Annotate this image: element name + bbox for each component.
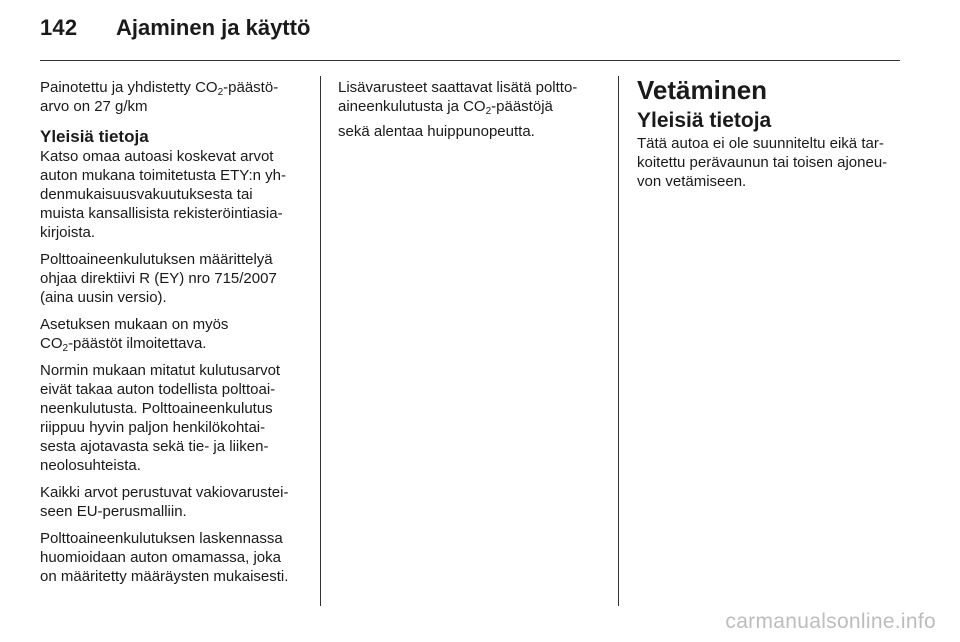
- intro-line-1: Painotettu ja yhdistetty $CO_2-päästö-$: [40, 79, 279, 98]
- header-rule: [40, 60, 900, 61]
- paragraph-4: Normin mukaan mitatut kulutusarvot eivät takaa auton todellista polttoai- neenkulutusta. Polttoaineenkulutus riippuu hyvin paljon henkilökohtai- sesta ajotavasta sekä tie- ja liiken- neolosuhteista.: [40, 362, 281, 474]
- paragraph-2: Polttoaineenkulutuksen määrittelyä ohjaa direktiivi R (EY) nro 715/2007 (aina uusin versio).: [40, 251, 277, 306]
- heading-general-info-towing: Yleisiä tietoja: [637, 109, 772, 132]
- watermark: carmanualsonline.info: [725, 610, 936, 633]
- intro-paragraph: [40, 78, 312, 116]
- column-1: [40, 78, 312, 594]
- page-number: 142: [40, 15, 78, 40]
- intro-line-2: arvo on 27 g/km: [40, 98, 148, 115]
- towing-paragraph: Tätä autoa ei ole suunniteltu eikä tar- koitettu perävaunun tai toisen ajoneu- von vetämiseen.: [637, 135, 888, 190]
- paragraph-3: Asetuksen mukaan on myös $CO_2$-päästöt ilmoitettava.: [40, 316, 229, 354]
- column-2: [338, 78, 610, 149]
- column-3: [637, 75, 903, 199]
- chapter-title: Ajaminen ja käyttö: [116, 15, 311, 40]
- paragraph-5: Kaikki arvot perustuvat vakiovarustei- seen EU-perusmalliin.: [40, 484, 289, 520]
- paragraph-6: Polttoaineenkulutuksen laskennassa huomioidaan auton omamassa, joka on määritetty määräysten mukaisesti.: [40, 530, 289, 585]
- heading-general-info: Yleisiä tietoja: [40, 127, 149, 146]
- column-divider-2: [618, 76, 619, 606]
- paragraph-1: Katso omaa autoasi koskevat arvot auton mukana toimitetusta ETY:n yh- denmukaisuusvakuutuksesta tai muista kansallisista rekisteröintiasia- kirjoista.: [40, 148, 286, 241]
- column-divider-1: [320, 76, 321, 606]
- section-title-towing: Vetäminen: [637, 75, 768, 105]
- accessories-paragraph: Lisävarusteet saattavat lisätä poltto- aineenkulutusta ja $CO_2$-päästöjä sekä alentaa huippunopeutta.: [338, 79, 578, 140]
